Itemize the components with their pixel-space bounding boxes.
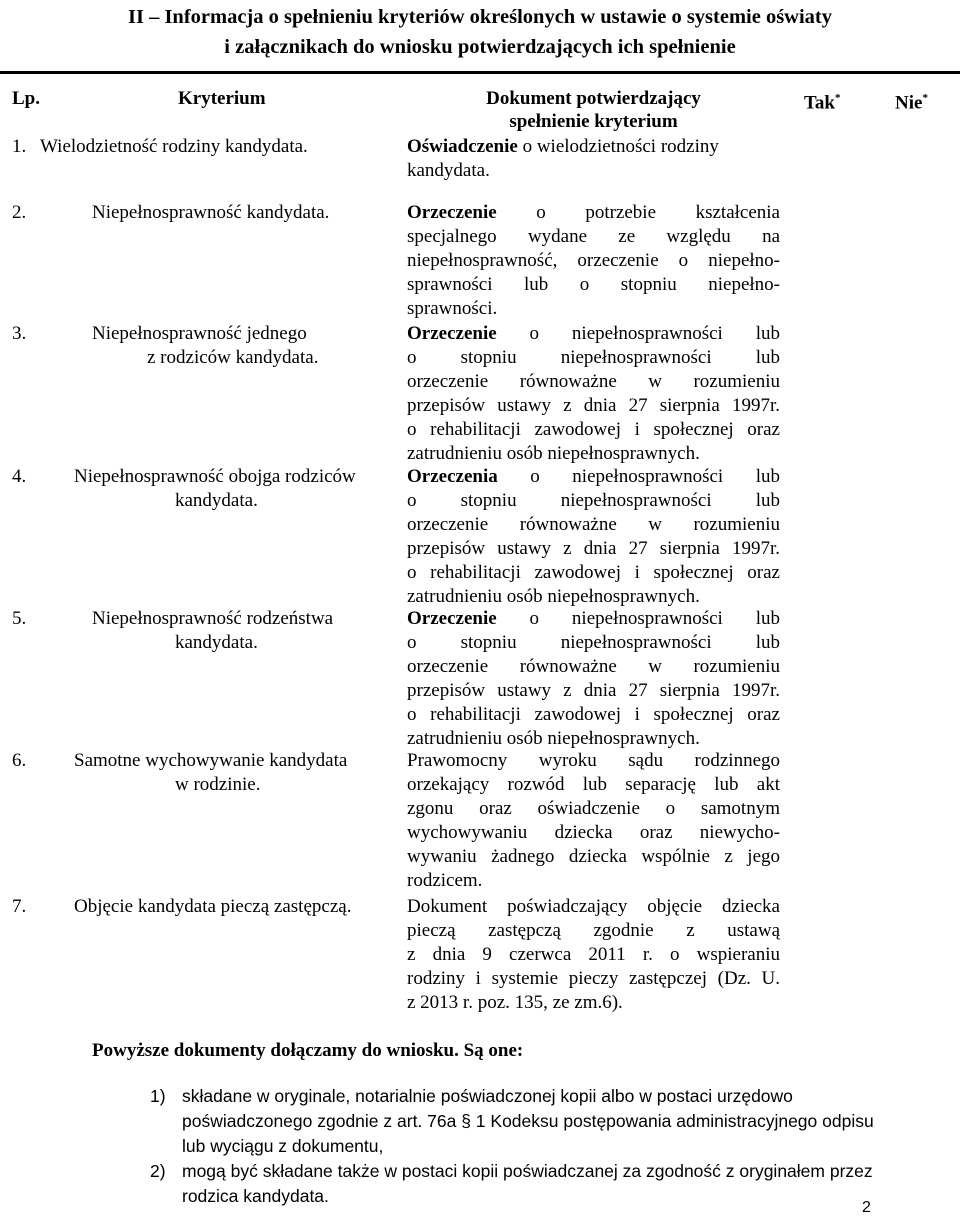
document-text-line: rodzicem. <box>407 870 483 891</box>
document-text-line: zatrudnieniu osób niepełnosprawnych. <box>407 586 700 607</box>
document-text-line: orzeczenie równoważne w rozumieniu <box>407 371 780 392</box>
header-criterion: Kryterium <box>178 88 266 109</box>
document-text-line: o wielodzietności rodziny <box>517 136 719 157</box>
heading-line-1: II – Informacja o spełnieniu kryteriów określonych w ustawie o systemie oświaty <box>128 6 832 28</box>
document-text-line: o niepełnosprawności lub <box>497 466 780 487</box>
document-text-line: orzeczenie równoważne w rozumieniu <box>407 514 780 535</box>
document-keyword: Orzeczenie <box>407 202 497 223</box>
header-lp: Lp. <box>12 88 40 109</box>
document-text-line: zatrudnieniu osób niepełnosprawnych. <box>407 443 700 464</box>
row-number: 1. <box>12 136 27 157</box>
attachments-note-title: Powyższe dokumenty dołączamy do wniosku. Są one: <box>92 1040 524 1061</box>
criterion-text: Samotne wychowywanie kandydata <box>74 750 348 771</box>
document-text-line: orzeczenie równoważne w rozumieniu <box>407 656 780 677</box>
document-text-line: przepisów ustawy z dnia 27 sierpnia 1997r. <box>407 680 780 701</box>
table-row-5-document <box>407 607 780 751</box>
criterion-text: Niepełnosprawność obojga rodziców <box>74 466 356 487</box>
document-text-line: o stopniu niepełnosprawności lub <box>407 632 780 653</box>
page-number: 2 <box>862 1199 871 1216</box>
row-number: 4. <box>12 466 27 487</box>
table-row-4-document <box>407 465 780 609</box>
criterion-text: Wielodzietność rodziny kandydata. <box>40 136 308 157</box>
document-text-line: pieczą zastępczą zgodnie z ustawą <box>407 920 780 941</box>
criterion-text: kandydata. <box>175 632 258 653</box>
table-row-7-document <box>407 895 780 1015</box>
header-document-line-1: Dokument potwierdzający <box>486 88 701 109</box>
list-item <box>150 1084 890 1159</box>
document-text-line: sprawności. <box>407 298 498 319</box>
header-no-label: Nie <box>895 92 923 114</box>
attachments-note-list <box>150 1084 890 1209</box>
document-text-line: zgonu oraz oświadczenie o samotnym <box>407 798 780 819</box>
document-text-line: specjalnego wydane ze względu na <box>407 226 780 247</box>
document-text-line: o rehabilitacji zawodowej i społecznej oraz <box>407 704 780 725</box>
document-text-line: o rehabilitacji zawodowej i społecznej oraz <box>407 562 780 583</box>
document-text-line: o stopniu niepełnosprawności lub <box>407 347 780 368</box>
list-marker: 2) <box>150 1161 166 1181</box>
table-row-1-document <box>407 135 780 183</box>
criterion-text: kandydata. <box>175 490 258 511</box>
table-row-6-document <box>407 749 780 893</box>
row-number: 3. <box>12 323 27 344</box>
document-text-line: o potrzebie kształcenia <box>496 202 780 223</box>
document-text-line: Dokument poświadczający objęcie dziecka <box>407 896 780 917</box>
document-text-line: przepisów ustawy z dnia 27 sierpnia 1997r. <box>407 538 780 559</box>
header-document <box>407 87 780 133</box>
document-keyword: Orzeczenie <box>407 608 497 629</box>
list-item-text: składane w oryginale, notarialnie poświadczonej kopii albo w postaci urzędowo poświadczonego zgodnie z art. 76a § 1 Kodeksu postępowania administracyjnego odpisu lub wyciągu z dokumentu, <box>182 1086 874 1156</box>
header-document-line-2: spełnienie kryterium <box>509 111 678 132</box>
header-yes-label: Tak <box>804 92 835 114</box>
heading-divider <box>0 71 960 74</box>
header-yes-asterisk: * <box>835 92 841 104</box>
row-number: 7. <box>12 896 27 917</box>
document-text-line: o rehabilitacji zawodowej i społecznej oraz <box>407 419 780 440</box>
criterion-text: Niepełnosprawność kandydata. <box>92 202 330 223</box>
row-number: 6. <box>12 750 27 771</box>
list-marker: 1) <box>150 1086 166 1106</box>
document-text-line: z dnia 9 czerwca 2011 r. o wspieraniu <box>407 944 780 965</box>
table-row-2-document <box>407 201 780 321</box>
list-item-text: mogą być składane także w postaci kopii poświadczanej za zgodność z oryginałem przez rodzica kandydata. <box>182 1161 873 1206</box>
document-text-line: wychowywaniu dziecka oraz niewycho- <box>407 822 780 843</box>
heading-line-2: i załącznikach do wniosku potwierdzających ich spełnienie <box>224 36 736 58</box>
section-heading <box>0 2 960 62</box>
criterion-text: Niepełnosprawność rodzeństwa <box>92 608 334 629</box>
row-number: 5. <box>12 608 27 629</box>
document-text-line: Prawomocny wyroku sądu rodzinnego <box>407 750 780 771</box>
header-no-asterisk: * <box>922 92 928 104</box>
document-text-line: rodziny i systemie pieczy zastępczej (Dz. U. <box>407 968 780 989</box>
document-text-line: o niepełnosprawności lub <box>496 608 780 629</box>
document-text-line: sprawności lub o stopniu niepełno- <box>407 274 780 295</box>
document-text-line: przepisów ustawy z dnia 27 sierpnia 1997r. <box>407 395 780 416</box>
header-no <box>895 87 928 114</box>
header-yes <box>804 87 841 114</box>
criterion-text: z rodziców kandydata. <box>147 347 319 368</box>
document-text-line: o stopniu niepełnosprawności lub <box>407 490 780 511</box>
list-item <box>150 1159 890 1209</box>
document-keyword: Orzeczenia <box>407 466 498 487</box>
document-text-line: z 2013 r. poz. 135, ze zm.6). <box>407 992 623 1013</box>
document-text-line: o niepełnosprawności lub <box>496 323 780 344</box>
document-keyword: Oświadczenie <box>407 136 518 157</box>
table-row-3-document <box>407 322 780 466</box>
row-number: 2. <box>12 202 27 223</box>
document-text-line: orzekający rozwód lub separację lub akt <box>407 774 780 795</box>
document-keyword: Orzeczenie <box>407 323 497 344</box>
document-text-line: wywaniu żadnego dziecka wspólnie z jego <box>407 846 780 867</box>
criterion-text: w rodzinie. <box>175 774 261 795</box>
criterion-text: Niepełnosprawność jednego <box>92 323 307 344</box>
document-text-line: kandydata. <box>407 160 490 181</box>
document-text-line: niepełnosprawność, orzeczenie o niepełno- <box>407 250 780 271</box>
criterion-text: Objęcie kandydata pieczą zastępczą. <box>74 896 352 917</box>
document-text-line: zatrudnieniu osób niepełnosprawnych. <box>407 728 700 749</box>
